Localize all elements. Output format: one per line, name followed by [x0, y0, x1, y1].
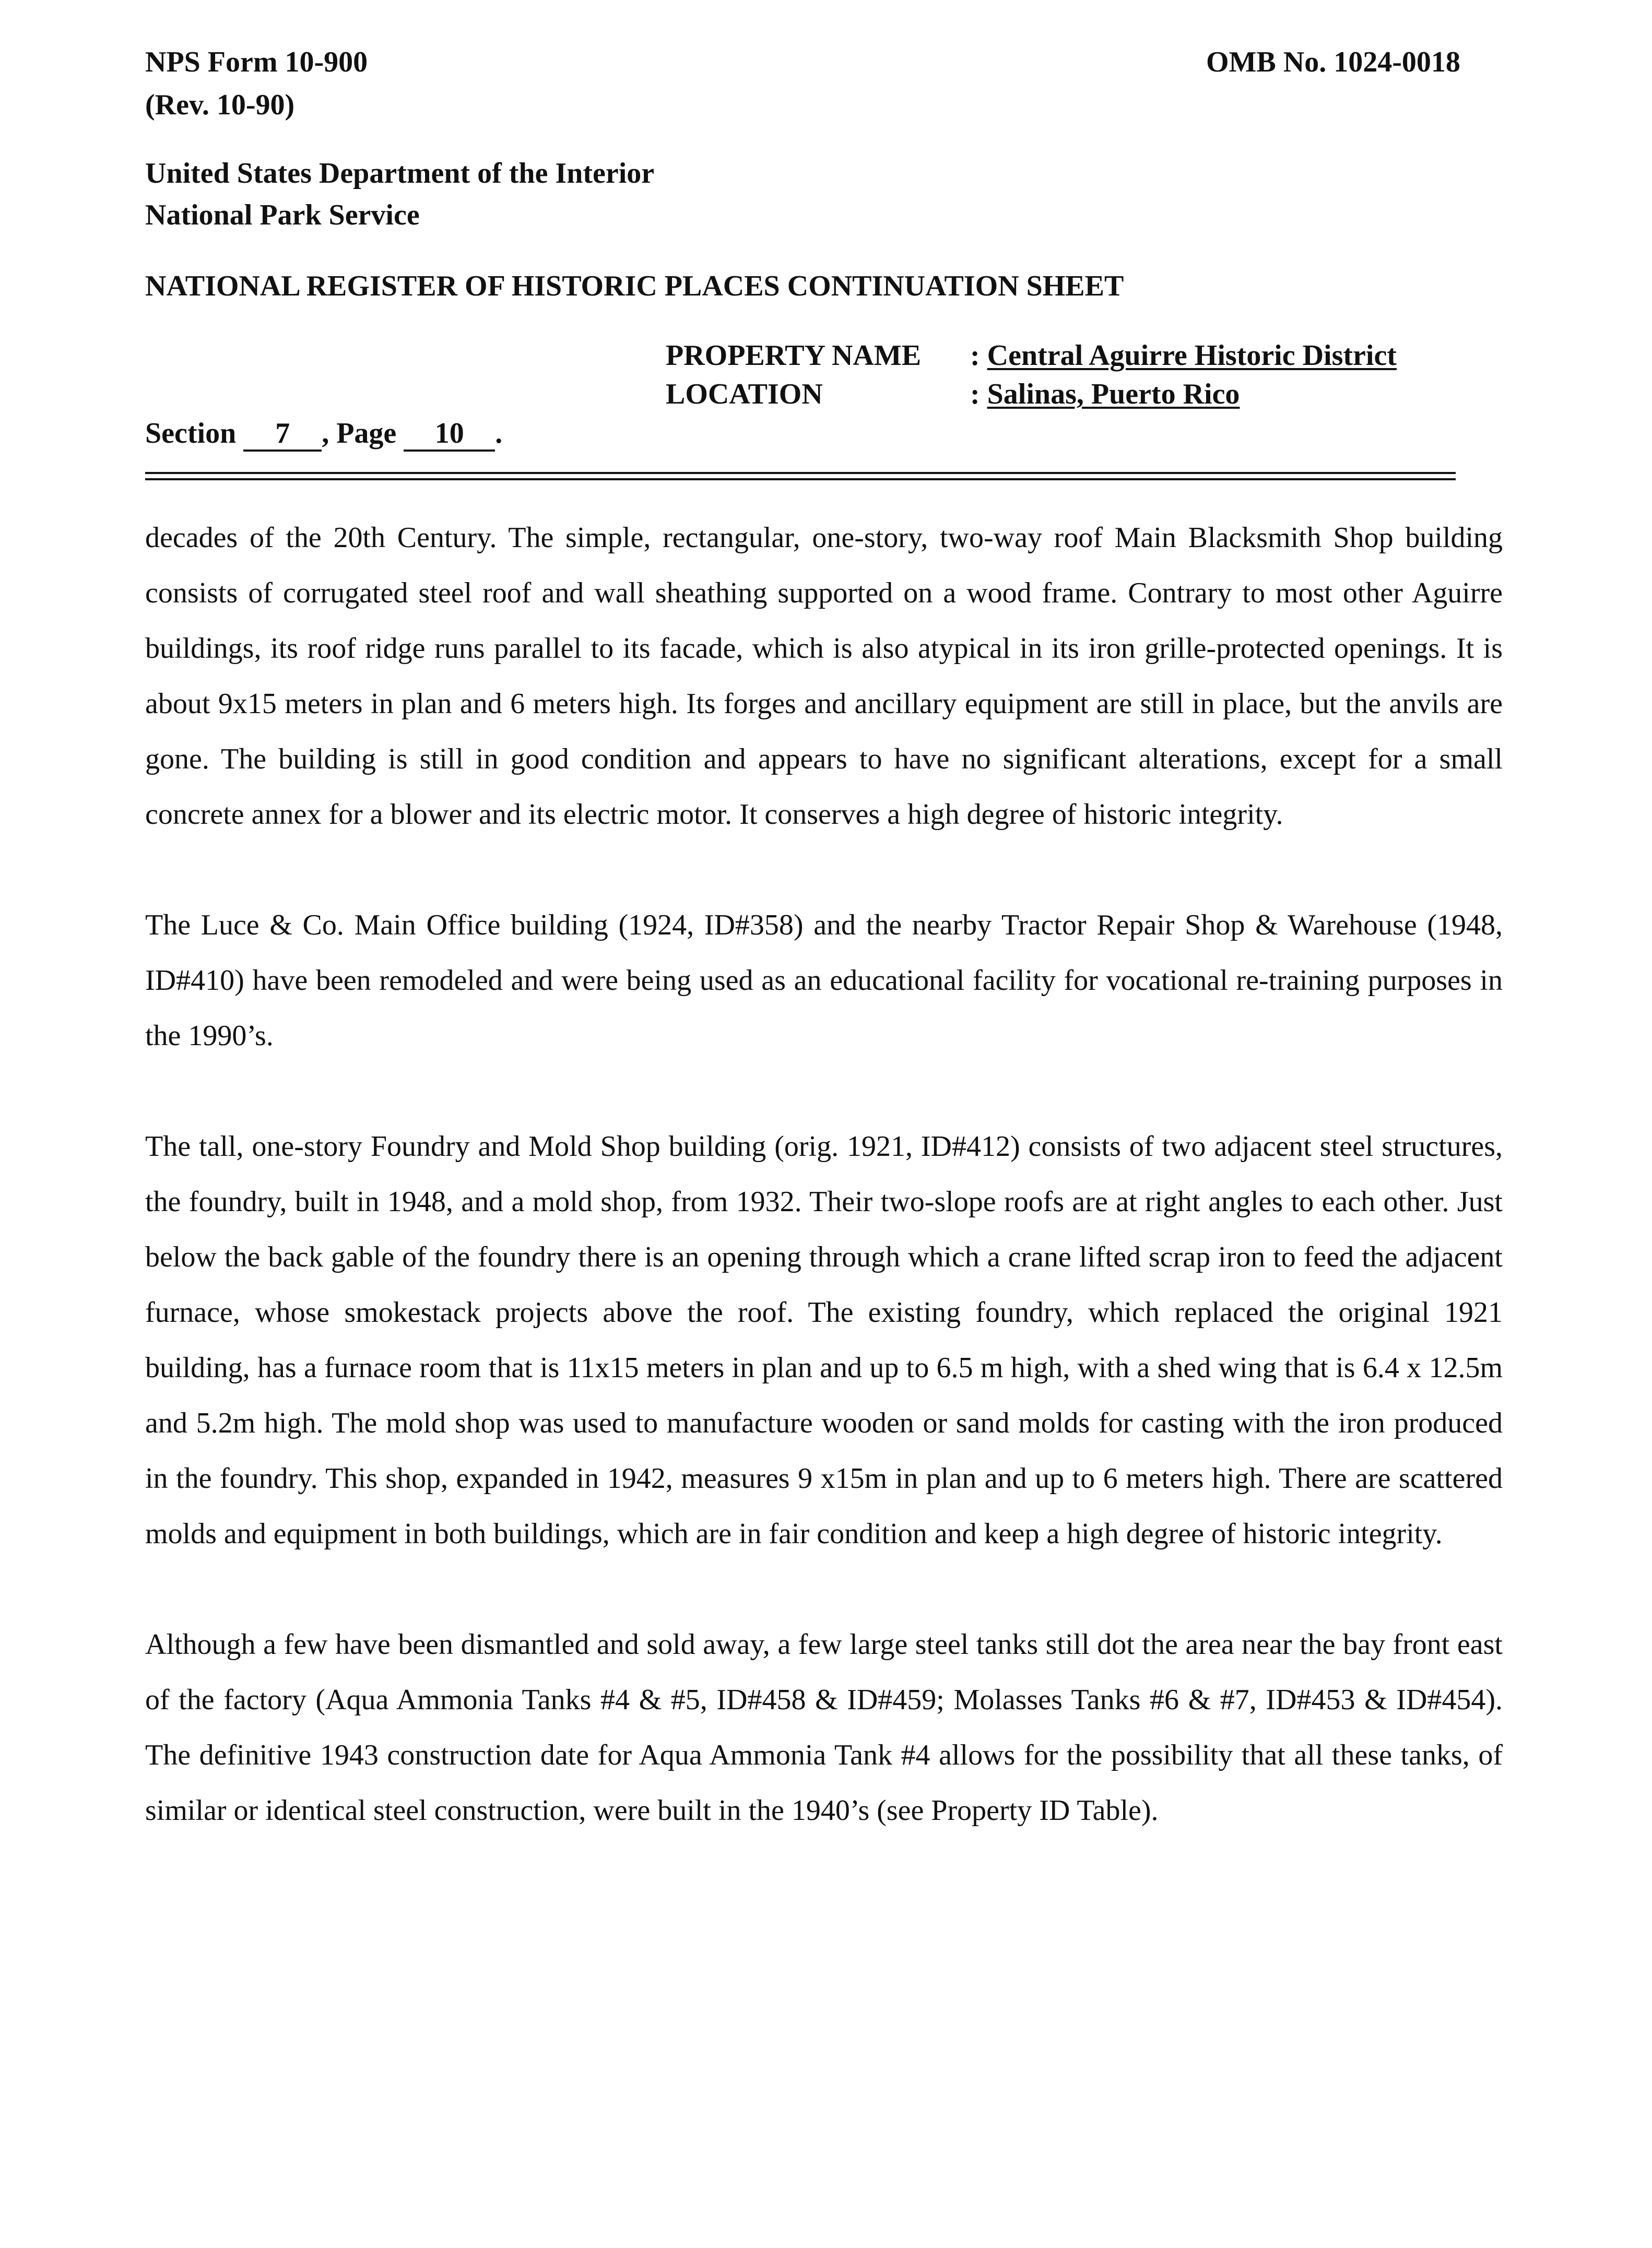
location-value: Salinas, Puerto Rico	[987, 378, 1240, 410]
omb-number: OMB No. 1024-0018	[1206, 46, 1460, 78]
property-values	[970, 336, 1397, 413]
property-name-row	[970, 336, 1397, 375]
page-number: 10	[404, 417, 495, 452]
property-name-label: PROPERTY NAME	[666, 339, 922, 372]
paragraph: decades of the 20th Century. The simple, rectangular, one-story, two-way roof Main Blacksmith Shop building consists of corrugated steel roof and wall sheathing supported on a wood frame. Contrary to most other Aguirre buildings, its roof ridge runs parallel to its facade, which is also atypical in its iron grille-protected openings. It is about 9x15 meters in plan and 6 meters high. Its forges and ancillary equipment are still in place, but the anvils are gone. The building is still in good condition and appears to have no significant alterations, except for a small concrete annex for a blower and its electric motor. It conserves a high degree of historic integrity.	[145, 522, 1503, 831]
section-label: Section	[145, 417, 237, 449]
body-text	[145, 510, 1503, 1838]
page-terminator: .	[495, 417, 503, 449]
divider-rule-bottom	[145, 478, 1456, 480]
location-row	[970, 375, 1397, 413]
agency-block	[145, 152, 654, 236]
form-number: NPS Form 10-900	[145, 46, 368, 78]
paragraph: Although a few have been dismantled and sold away, a few large steel tanks still dot the area near the bay front east of the factory (Aqua Ammonia Tanks #4 & #5, ID#458 & ID#459; Molasses Tanks #6 & #7, ID#453 & ID#454). The definitive 1943 construction date for Aqua Ammonia Tank #4 allows for the possibility that all these tanks, of similar or identical steel construction, were built in the 1940’s (see Property ID Table).	[145, 1628, 1503, 1827]
paragraph: The tall, one-story Foundry and Mold Shop building (orig. 1921, ID#412) consists of two adjacent steel structures, the foundry, built in 1948, and a mold shop, from 1932. Their two-slope roofs are at right angles to each other. Just below the back gable of the foundry there is an opening through which a crane lifted scrap iron to feed the adjacent furnace, whose smokestack projects above the roof. The existing foundry, which replaced the original 1921 building, has a furnace room that is 11x15 meters in plan and up to 6.5 m high, with a shed wing that is 6.4 x 12.5m and 5.2m high. The mold shop was used to manufacture wooden or sand molds for casting with the iron produced in the foundry. This shop, expanded in 1942, measures 9 x15m in plan and up to 6 meters high. There are scattered molds and equipment in both buildings, which are in fair condition and keep a high degree of historic integrity.	[145, 1130, 1503, 1550]
page-label: , Page	[322, 417, 397, 449]
property-name-value: Central Aguirre Historic District	[987, 339, 1397, 372]
service-name: National Park Service	[145, 199, 420, 231]
form-revision: (Rev. 10-90)	[145, 89, 295, 121]
location-label: LOCATION	[666, 378, 823, 410]
sheet-title: NATIONAL REGISTER OF HISTORIC PLACES CONTINUATION SHEET	[145, 270, 1124, 302]
department-name: United States Department of the Interior	[145, 157, 655, 190]
section-number: 7	[243, 417, 322, 452]
section-page-line	[145, 412, 502, 454]
separator: :	[970, 339, 980, 372]
paragraph: The Luce & Co. Main Office building (1924, ID#358) and the nearby Tractor Repair Shop & Warehouse (1948, ID#410) have been remodeled and were being used as an educational facility for vocational re-training purposes in the 1990’s.	[145, 909, 1503, 1052]
separator: :	[970, 378, 980, 410]
property-labels	[666, 336, 921, 413]
divider-rule-top	[145, 472, 1456, 474]
form-identifier	[145, 41, 368, 126]
